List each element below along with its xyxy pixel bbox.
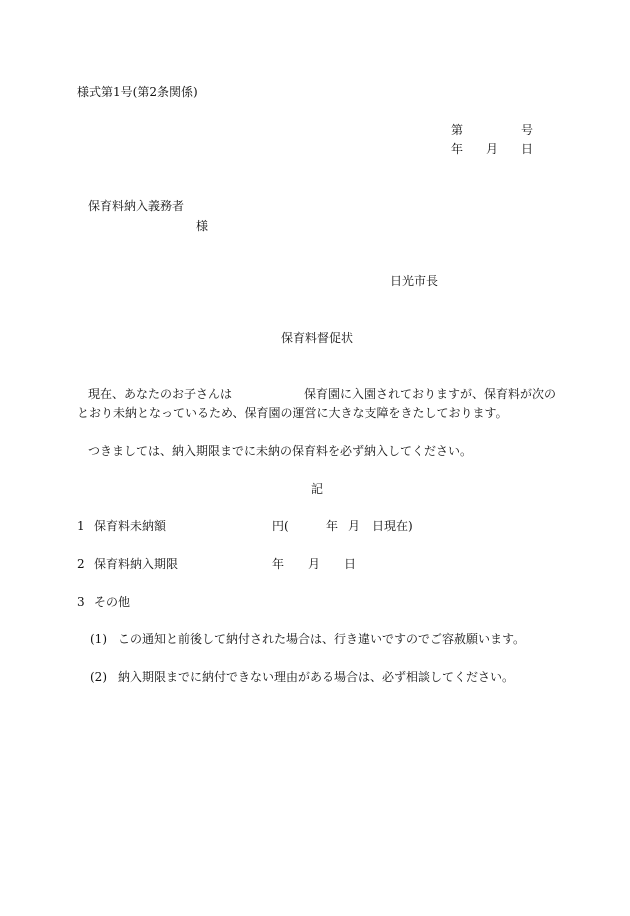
date-year: 年	[451, 142, 464, 156]
recipient-title: 保育料納入義務者	[88, 199, 185, 213]
item-3-number: 3	[77, 595, 85, 609]
item-1-month: 月	[348, 519, 361, 533]
item-1-number: 1	[77, 519, 85, 533]
date-day: 日	[521, 142, 534, 156]
body-paragraph-2: つきましては、納入期限までに未納の保育料を必ず納入してください。	[88, 444, 473, 458]
item-1-year: 年	[326, 519, 339, 533]
item-1-yen: 円(	[272, 519, 289, 533]
sender: 日光市長	[390, 274, 439, 288]
body-paragraph-1-middle: 保育園に入園されておりますが、保育料が次の	[304, 387, 557, 401]
doc-number-go: 号	[521, 123, 534, 137]
item-3-label: その他	[94, 595, 131, 609]
item-2-day: 日	[344, 557, 357, 571]
date-month: 月	[486, 142, 499, 156]
ki-heading: 記	[311, 482, 324, 496]
note-1-text: この通知と前後して納付された場合は、行き違いですのでご容赦願います。	[118, 632, 526, 646]
item-1-label: 保育料未納額	[94, 519, 167, 533]
item-2-month: 月	[308, 557, 321, 571]
note-2-text: 納入期限までに納付できない理由がある場合は、必ず相談してください。	[118, 670, 515, 684]
note-1-number: (1)	[90, 632, 107, 646]
note-2-number: (2)	[90, 670, 107, 684]
document-title: 保育料督促状	[281, 331, 354, 345]
body-paragraph-1-end: とおり未納となっているため、保育園の運営に大きな支障をきたしております。	[77, 406, 508, 420]
form-number: 様式第1号(第2条関係)	[77, 85, 198, 99]
item-2-number: 2	[77, 557, 85, 571]
recipient-honorific: 様	[196, 219, 209, 233]
doc-number-dai: 第	[451, 123, 464, 137]
body-paragraph-1-start: 現在、あなたのお子さんは	[88, 387, 233, 401]
item-1-as-of: 日現在)	[372, 519, 413, 533]
item-2-label: 保育料納入期限	[94, 557, 179, 571]
item-2-year: 年	[272, 557, 285, 571]
